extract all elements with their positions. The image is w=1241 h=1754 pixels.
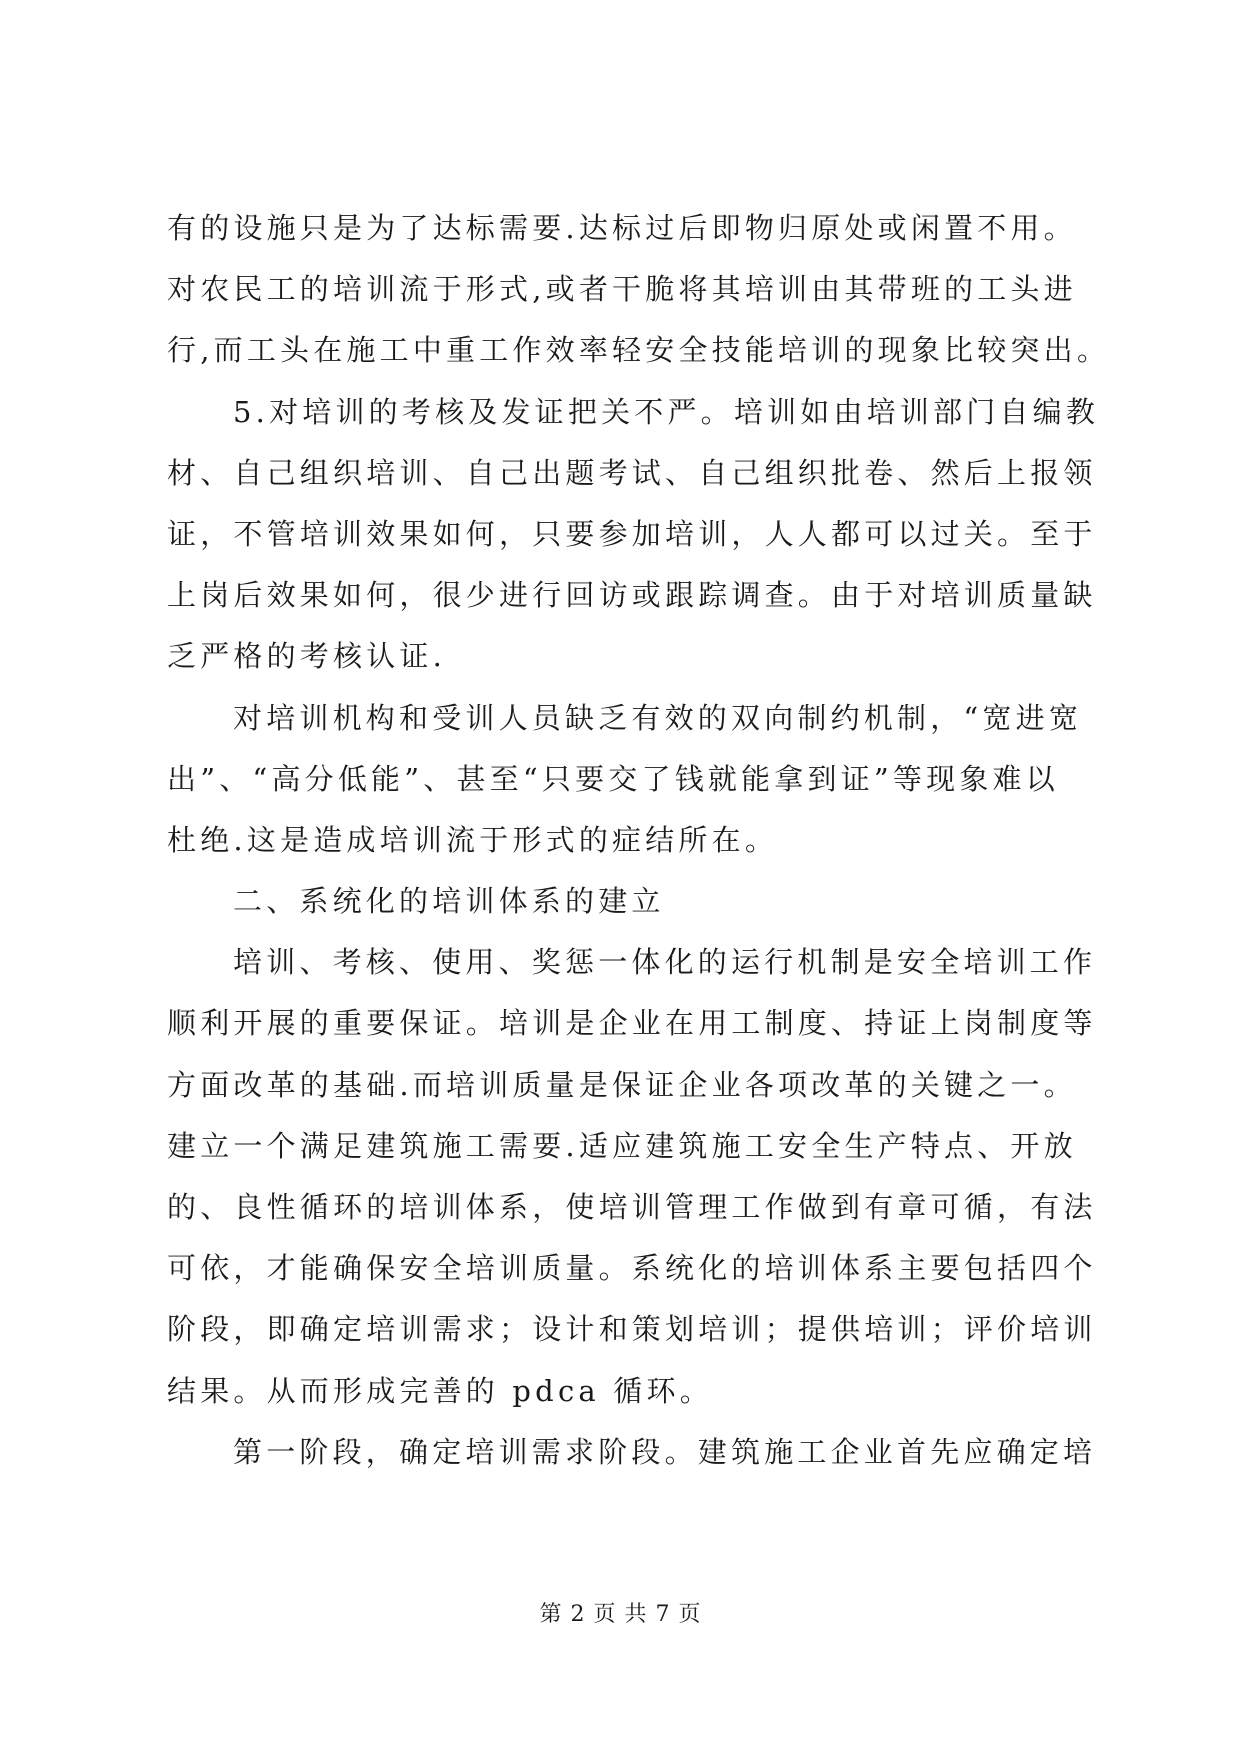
text-line: 乏严格的考核认证. xyxy=(167,639,447,674)
text-line: 出”、“高分低能”、甚至“只要交了钱就能拿到证”等现象难以 xyxy=(167,761,1059,796)
text-line: 对农民工的培训流于形式,或者干脆将其培训由其带班的工头进 xyxy=(167,272,1077,307)
text-line: 材、自己组织培训、自己出题考试、自己组织批卷、然后上报领 xyxy=(167,455,1097,490)
text-line: 行,而工头在施工中重工作效率轻安全技能培训的现象比较突出。 xyxy=(167,333,1111,368)
text-line: 的、良性循环的培训体系，使培训管理工作做到有章可循，有法 xyxy=(167,1190,1097,1224)
text-line: 杜绝.这是造成培训流于形式的症结所在。 xyxy=(167,822,779,857)
text-line: 5.对培训的考核及发证把关不严。培训如由培训部门自编教 xyxy=(233,394,1100,429)
text-line: 培训、考核、使用、奖惩一体化的运行机制是安全培训工作 xyxy=(233,945,1097,980)
text-line: 顺利开展的重要保证。培训是企业在用工制度、持证上岗制度等 xyxy=(167,1006,1097,1041)
text-line: 有的设施只是为了达标需要.达标过后即物归原处或闲置不用。 xyxy=(167,211,1077,245)
text-line: 阶段，即确定培训需求；设计和策划培训；提供培训；评价培训 xyxy=(167,1312,1097,1347)
document-body xyxy=(167,198,1111,1483)
text-line: 建立一个满足建筑施工需要.适应建筑施工安全生产特点、开放 xyxy=(167,1128,1077,1163)
page-footer: 第 2 页 共 7 页 xyxy=(539,1602,702,1627)
text-line: 结果。从而形成完善的 pdca 循环。 xyxy=(167,1373,713,1408)
text-line: 方面改革的基础.而培训质量是保证企业各项改革的关键之一。 xyxy=(167,1067,1077,1102)
text-line: 二、系统化的培训体系的建立 xyxy=(233,884,665,919)
text-line: 证，不管培训效果如何，只要参加培训，人人都可以过关。至于 xyxy=(167,516,1097,551)
text-line: 第一阶段，确定培训需求阶段。建筑施工企业首先应确定培 xyxy=(233,1434,1097,1469)
text-line: 上岗后效果如何，很少进行回访或跟踪调查。由于对培训质量缺 xyxy=(167,578,1097,613)
text-line: 可依，才能确保安全培训质量。系统化的培训体系主要包括四个 xyxy=(167,1251,1097,1286)
text-line: 对培训机构和受训人员缺乏有效的双向制约机制，“宽进宽 xyxy=(233,700,1083,735)
